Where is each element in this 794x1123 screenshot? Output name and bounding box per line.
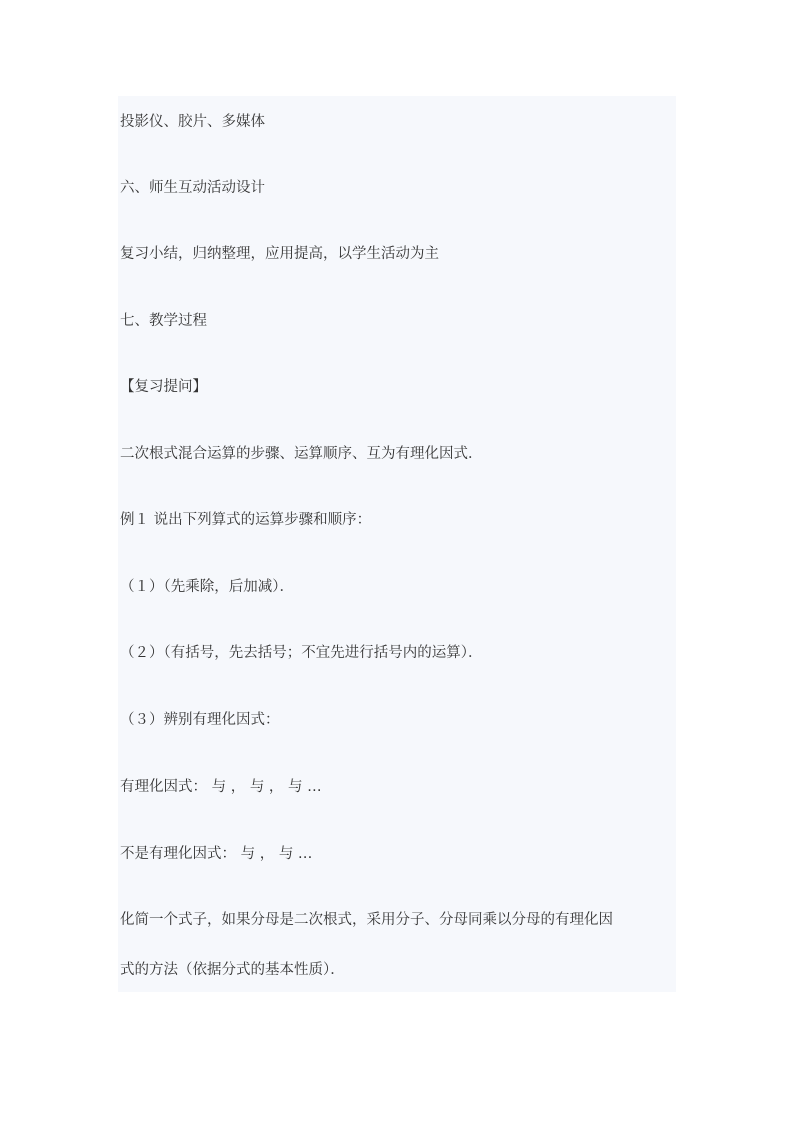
simplify-paragraph-line-2: 式的方法（依据分式的基本性质）． [120,962,345,978]
review-topic-line: 二次根式混合运算的步骤、运算顺序、互为有理化因式． [120,446,483,462]
item-three-line: （３）辨别有理化因式： [120,712,280,728]
teaching-aids-line: 投影仪、胶片、多媒体 [120,114,265,130]
item-two-line: （２）（有括号，先去括号；不宜先进行括号内的运算）． [120,645,483,661]
section-heading-six: 六、师生互动活动设计 [120,180,265,196]
simplify-paragraph-line-1: 化简一个式子，如果分母是二次根式，采用分子、分母同乘以分母的有理化因 [120,912,613,928]
non-rationalizing-factor-line: 不是有理化因式： 与 ， 与 … [120,846,313,862]
section-heading-seven: 七、教学过程 [120,313,207,329]
lesson-content-block [118,96,676,992]
activity-description-line: 复习小结，归纳整理，应用提高，以学生活动为主 [120,246,439,262]
rationalizing-factor-line: 有理化因式： 与 ， 与 ， 与 … [120,779,322,795]
item-one-line: （１）（先乘除，后加减）． [120,579,294,595]
review-question-heading: 【复习提问】 [120,379,207,395]
example-one-line: 例１ 说出下列算式的运算步骤和顺序： [120,512,372,528]
